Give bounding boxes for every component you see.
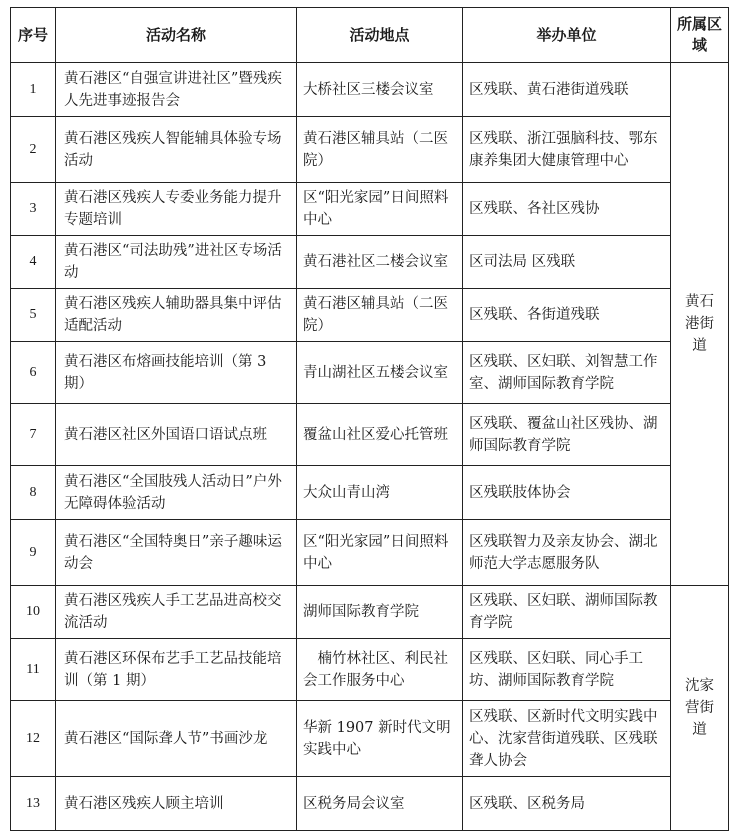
activity-name: 黄石港区残疾人手工艺品进高校交流活动: [56, 586, 297, 639]
header-index: 序号: [11, 8, 56, 63]
activity-organizer: 区残联、区税务局: [463, 777, 671, 831]
table-row: [11, 701, 729, 777]
table-row: [11, 777, 729, 831]
activity-name: 黄石港区“自强宣讲进社区”暨残疾人先进事迹报告会: [56, 63, 297, 117]
region-cell: 黄石港街道: [671, 63, 729, 586]
activity-table: [10, 7, 729, 831]
activity-location: 湖师国际教育学院: [297, 586, 463, 639]
table-row: [11, 63, 729, 117]
table-row: [11, 117, 729, 183]
table-row: [11, 289, 729, 342]
row-index: 2: [11, 117, 56, 183]
activity-name: 黄石港区“司法助残”进社区专场活动: [56, 236, 297, 289]
row-index: 10: [11, 586, 56, 639]
activity-location: 区税务局会议室: [297, 777, 463, 831]
activity-name: 黄石港区“全国肢残人活动日”户外无障碍体验活动: [56, 466, 297, 520]
activity-organizer: 区残联、黄石港街道残联: [463, 63, 671, 117]
row-index: 13: [11, 777, 56, 831]
header-organizer: 举办单位: [463, 8, 671, 63]
activity-name: 黄石港区社区外国语口语试点班: [56, 404, 297, 466]
activity-name: 黄石港区布熔画技能培训（第 3 期）: [56, 342, 297, 404]
row-index: 4: [11, 236, 56, 289]
activity-location: 区“阳光家园”日间照料中心: [297, 520, 463, 586]
activity-organizer: 区残联、区新时代文明实践中心、沈家营街道残联、区残联聋人协会: [463, 701, 671, 777]
header-row: [11, 8, 729, 63]
table-row: [11, 404, 729, 466]
activity-organizer: 区残联、各街道残联: [463, 289, 671, 342]
row-index: 3: [11, 183, 56, 236]
row-index: 11: [11, 639, 56, 701]
table-row: [11, 183, 729, 236]
activity-organizer: 区残联、区妇联、湖师国际教育学院: [463, 586, 671, 639]
activity-organizer: 区残联智力及亲友协会、湖北师范大学志愿服务队: [463, 520, 671, 586]
row-index: 8: [11, 466, 56, 520]
row-index: 6: [11, 342, 56, 404]
header-activity-name: 活动名称: [56, 8, 297, 63]
activity-organizer: 区司法局 区残联: [463, 236, 671, 289]
table-row: [11, 236, 729, 289]
activity-name: 黄石港区残疾人辅助器具集中评估适配活动: [56, 289, 297, 342]
activity-location: 楠竹林社区、利民社会工作服务中心: [297, 639, 463, 701]
row-index: 12: [11, 701, 56, 777]
activity-name: 黄石港区残疾人顾主培训: [56, 777, 297, 831]
activity-organizer: 区残联、区妇联、同心手工坊、湖师国际教育学院: [463, 639, 671, 701]
activity-name: 黄石港区残疾人智能辅具体验专场活动: [56, 117, 297, 183]
activity-location: 区“阳光家园”日间照料中心: [297, 183, 463, 236]
activity-location: 青山湖社区五楼会议室: [297, 342, 463, 404]
table-row: [11, 342, 729, 404]
table-row: [11, 466, 729, 520]
activity-organizer: 区残联、区妇联、刘智慧工作室、湖师国际教育学院: [463, 342, 671, 404]
header-location: 活动地点: [297, 8, 463, 63]
activity-location: 覆盆山社区爱心托管班: [297, 404, 463, 466]
row-index: 7: [11, 404, 56, 466]
activity-name: 黄石港区残疾人专委业务能力提升专题培训: [56, 183, 297, 236]
activity-location: 华新 1907 新时代文明实践中心: [297, 701, 463, 777]
row-index: 9: [11, 520, 56, 586]
activity-name: 黄石港区环保布艺手工艺品技能培训（第 1 期）: [56, 639, 297, 701]
activity-organizer: 区残联、覆盆山社区残协、湖师国际教育学院: [463, 404, 671, 466]
activity-location: 大众山青山湾: [297, 466, 463, 520]
activity-name: 黄石港区“国际聋人节”书画沙龙: [56, 701, 297, 777]
activity-location: 大桥社区三楼会议室: [297, 63, 463, 117]
activity-location: 黄石港区辅具站（二医院）: [297, 117, 463, 183]
table-row: [11, 520, 729, 586]
header-region: 所属区域: [671, 8, 729, 63]
activity-location: 黄石港社区二楼会议室: [297, 236, 463, 289]
row-index: 1: [11, 63, 56, 117]
row-index: 5: [11, 289, 56, 342]
activity-location: 黄石港区辅具站（二医院）: [297, 289, 463, 342]
table-row: [11, 586, 729, 639]
activity-organizer: 区残联肢体协会: [463, 466, 671, 520]
region-cell: 沈家营街道: [671, 586, 729, 831]
table-row: [11, 639, 729, 701]
activity-name: 黄石港区“全国特奥日”亲子趣味运动会: [56, 520, 297, 586]
activity-organizer: 区残联、各社区残协: [463, 183, 671, 236]
activity-organizer: 区残联、浙江强脑科技、鄂东康养集团大健康管理中心: [463, 117, 671, 183]
